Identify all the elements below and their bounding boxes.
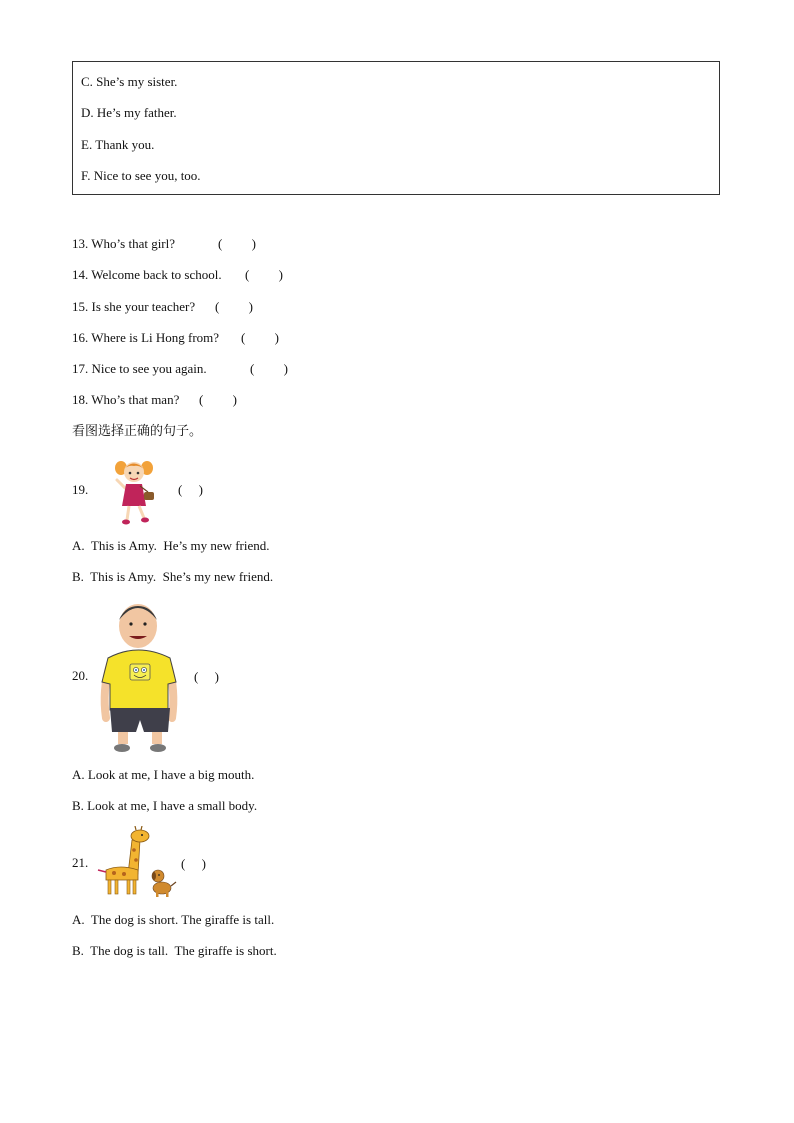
question-19-number: 19.	[72, 482, 89, 497]
big-man-icon	[96, 598, 184, 754]
question-16: 16. Where is Li Hong from?	[72, 330, 220, 345]
answer-blank-21[interactable]: ( )	[181, 856, 206, 871]
question-20-number: 20.	[72, 668, 89, 683]
question-20-option-a: A. Look at me, I have a big mouth.	[72, 767, 255, 782]
girl-waving-icon	[112, 456, 160, 528]
question-15: 15. Is she your teacher?	[72, 299, 196, 314]
question-20-option-b: B. Look at me, I have a small body.	[72, 798, 258, 813]
answer-blank-15[interactable]: ( )	[215, 299, 253, 314]
option-f: F. Nice to see you, too.	[81, 168, 201, 183]
answer-blank-13[interactable]: ( )	[218, 236, 256, 251]
options-box	[72, 61, 720, 195]
question-21-option-b: B. The dog is tall. The giraffe is short.	[72, 943, 277, 958]
answer-blank-20[interactable]: ( )	[194, 669, 219, 684]
question-18: 18. Who’s that man?	[72, 392, 180, 407]
option-c: C. She’s my sister.	[81, 74, 178, 89]
answer-blank-17[interactable]: ( )	[250, 361, 288, 376]
answer-blank-14[interactable]: ( )	[245, 267, 283, 282]
option-d: D. He’s my father.	[81, 105, 177, 120]
section-heading: 看图选择正确的句子。	[72, 424, 203, 439]
question-21-option-a: A. The dog is short. The giraffe is tall.	[72, 912, 275, 927]
question-19-option-a: A. This is Amy. He’s my new friend.	[72, 538, 270, 553]
question-21-number: 21.	[72, 855, 89, 870]
answer-blank-16[interactable]: ( )	[241, 330, 279, 345]
question-17: 17. Nice to see you again.	[72, 361, 207, 376]
giraffe-and-dog-icon	[96, 826, 182, 898]
question-14: 14. Welcome back to school.	[72, 267, 222, 282]
question-13: 13. Who’s that girl?	[72, 236, 176, 251]
answer-blank-18[interactable]: ( )	[199, 392, 237, 407]
answer-blank-19[interactable]: ( )	[178, 482, 203, 497]
option-e: E. Thank you.	[81, 137, 155, 152]
question-19-option-b: B. This is Amy. She’s my new friend.	[72, 569, 274, 584]
